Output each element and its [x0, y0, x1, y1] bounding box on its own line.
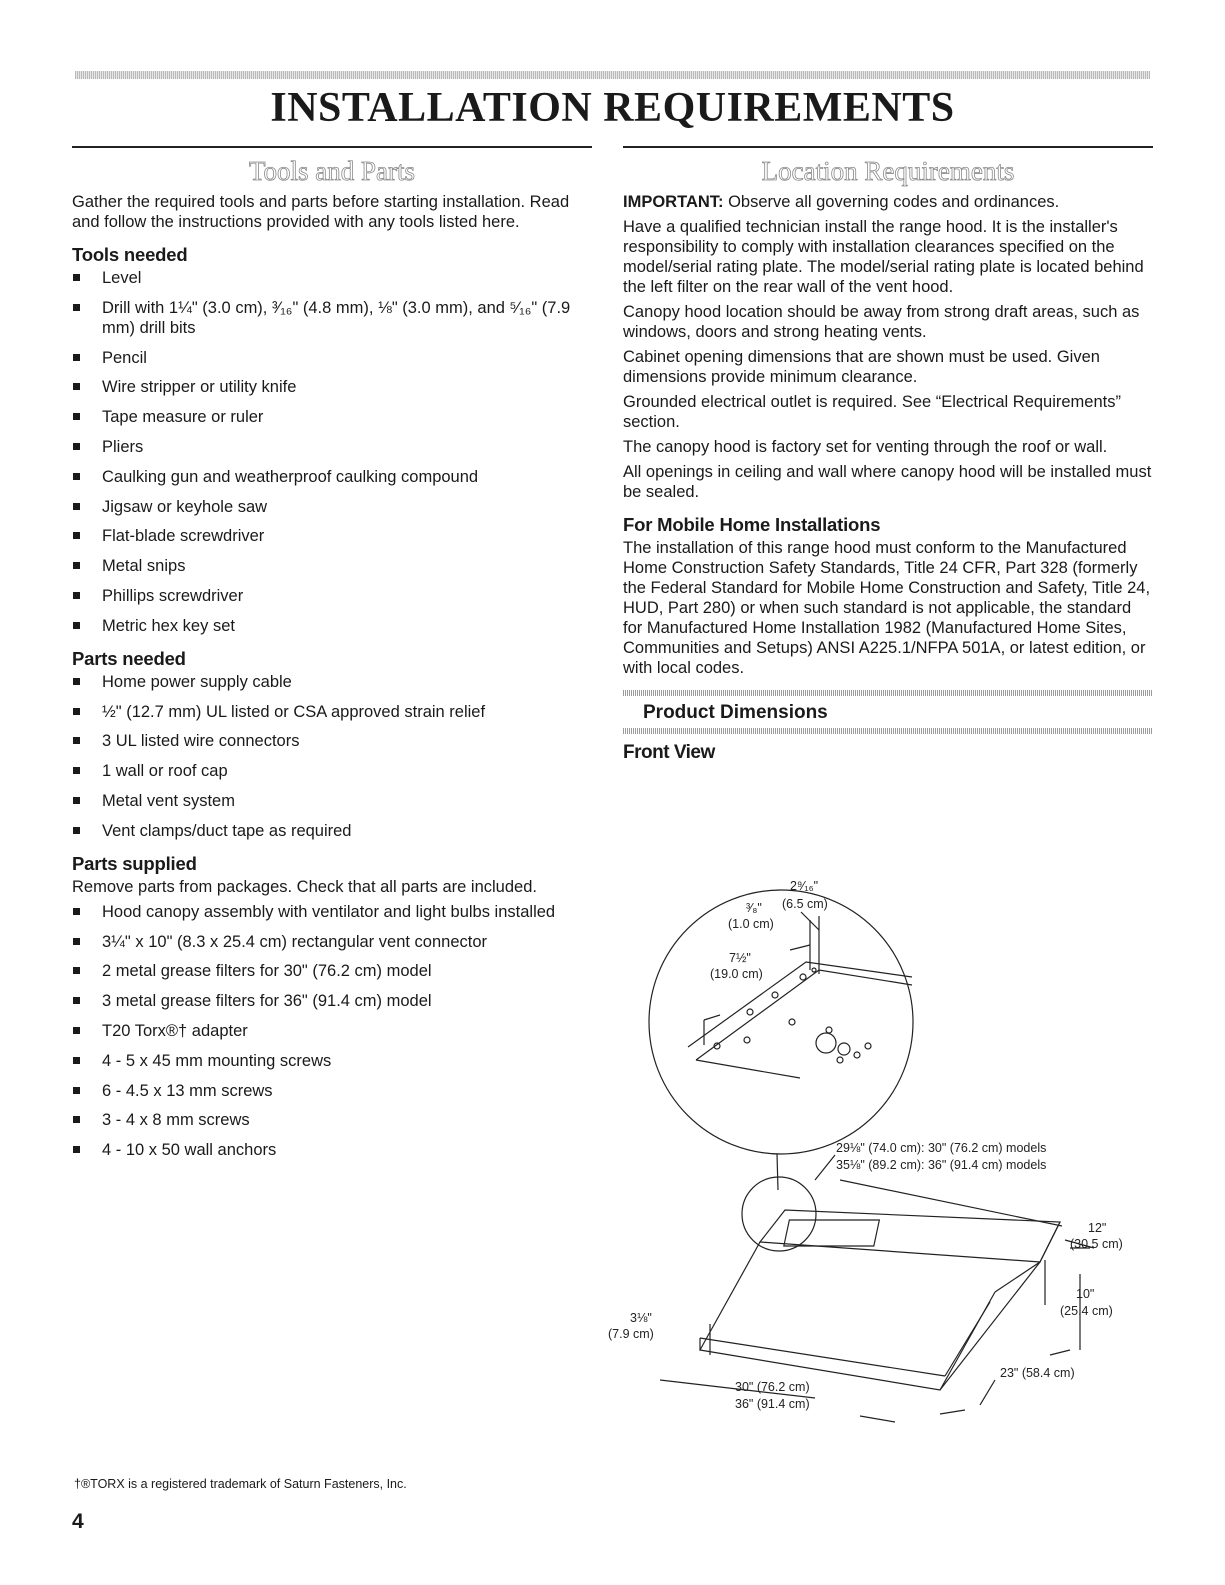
- part-supplied-item: [72, 961, 592, 981]
- tools-and-parts-column: [72, 146, 592, 1170]
- bullet-square-icon: [73, 622, 80, 629]
- tool-text: Wire stripper or utility knife: [102, 378, 297, 397]
- dim-6-5-cm: (6.5 cm): [782, 897, 828, 911]
- part-needed-item: [72, 821, 592, 841]
- detail-circle: [649, 890, 913, 1154]
- tool-text: Jigsaw or keyhole saw: [102, 497, 268, 516]
- part-supplied-item: [72, 932, 592, 952]
- bullet-square-icon: [73, 967, 80, 974]
- part-supplied-item: [72, 1140, 592, 1160]
- part-supplied-text: T20 Torx®† adapter: [102, 1021, 248, 1040]
- bullet-square-icon: [73, 1146, 80, 1153]
- tool-item: [72, 437, 592, 457]
- bullet-square-icon: [73, 1116, 80, 1123]
- tool-text: Metric hex key set: [102, 616, 235, 635]
- location-paragraph: Have a qualified technician install the range hood. It is the installer's responsibility to comply with installation clearances specified on the model/serial rating plate. The model/serial rating plate is located behind the left filter on the rear wall of the vent hood.: [623, 218, 1144, 296]
- bullet-square-icon: [73, 797, 80, 804]
- tool-text: Caulking gun and weatherproof caulking compound: [102, 467, 479, 486]
- range-hood-drawing: [600, 850, 1160, 1440]
- bullet-square-icon: [73, 473, 80, 480]
- bullet-square-icon: [73, 413, 80, 420]
- dim-19-0-cm: (19.0 cm): [710, 967, 763, 981]
- tool-text: Drill with 1¼" (3.0 cm), ³⁄₁₆" (4.8 mm), ⅛" (3.0 mm), and ⁵⁄₁₆" (7.9 mm) drill bits: [102, 298, 571, 337]
- part-supplied-item: [72, 1081, 592, 1101]
- part-supplied-text: 3 - 4 x 8 mm screws: [102, 1111, 250, 1130]
- part-needed-text: Home power supply cable: [102, 672, 292, 691]
- location-requirements-column: [623, 146, 1153, 764]
- tool-text: Pencil: [102, 348, 147, 367]
- dim-10-inch: 10": [1076, 1287, 1095, 1301]
- bullet-square-icon: [73, 678, 80, 685]
- tool-item: [72, 268, 592, 288]
- mobile-home-heading: For Mobile Home Installations: [623, 514, 881, 535]
- bullet-square-icon: [73, 908, 80, 915]
- location-paragraphs: [623, 217, 1153, 502]
- part-supplied-text: 4 - 5 x 45 mm mounting screws: [102, 1051, 332, 1070]
- dim-depth-23: 23" (58.4 cm): [1000, 1366, 1075, 1380]
- part-needed-text: 1 wall or roof cap: [102, 762, 228, 781]
- dim-30-5-cm: (30.5 cm): [1070, 1237, 1123, 1251]
- important-label: IMPORTANT:: [623, 193, 724, 211]
- part-needed-item: [72, 731, 592, 751]
- location-requirements-heading: Location Requirements: [623, 146, 1153, 192]
- tool-item: [72, 586, 592, 606]
- parts-supplied-intro: Remove parts from packages. Check that all parts are included.: [72, 877, 537, 896]
- location-paragraph: Cabinet opening dimensions that are shown must be used. Given dimensions provide minimum clearance.: [623, 348, 1100, 386]
- tool-text: Metal snips: [102, 557, 186, 576]
- dim-width-36-inch: 36" (91.4 cm): [735, 1397, 810, 1411]
- tool-text: Phillips screwdriver: [102, 586, 244, 605]
- bullet-square-icon: [73, 443, 80, 450]
- part-supplied-item: [72, 991, 592, 1011]
- bullet-square-icon: [73, 737, 80, 744]
- dim-25-4-cm: (25.4 cm): [1060, 1304, 1113, 1318]
- tool-text: Level: [102, 269, 142, 287]
- tool-item: [72, 298, 592, 338]
- dim-width-36-models: 35⅛" (89.2 cm): 36" (91.4 cm) models: [836, 1158, 1047, 1172]
- detail-leader: [777, 1154, 778, 1190]
- parts-supplied-heading: Parts supplied: [72, 852, 197, 874]
- bullet-square-icon: [73, 708, 80, 715]
- part-needed-text: 3 UL listed wire connectors: [102, 732, 300, 751]
- bullet-square-icon: [73, 1027, 80, 1034]
- part-needed-text: Metal vent system: [102, 791, 235, 810]
- dim-12-inch: 12": [1088, 1221, 1107, 1235]
- bullet-square-icon: [73, 938, 80, 945]
- part-supplied-item: [72, 902, 592, 922]
- front-view-heading: Front View: [623, 742, 715, 763]
- tool-item: [72, 556, 592, 576]
- parts-needed-heading: Parts needed: [72, 647, 186, 669]
- part-needed-text: ½" (12.7 mm) UL listed or CSA approved strain relief: [102, 702, 486, 721]
- location-paragraph: Grounded electrical outlet is required. See “Electrical Requirements” section.: [623, 393, 1121, 431]
- dim-width-30-models: 29⅛" (74.0 cm): 30" (76.2 cm) models: [836, 1141, 1047, 1155]
- tool-item: [72, 467, 592, 487]
- bullet-square-icon: [73, 1087, 80, 1094]
- page-title: INSTALLATION REQUIREMENTS: [270, 85, 955, 131]
- part-supplied-item: [72, 1051, 592, 1071]
- part-supplied-item: [72, 1110, 592, 1130]
- tool-text: Tape measure or ruler: [102, 408, 264, 427]
- product-dimensions-heading: Product Dimensions: [643, 702, 828, 723]
- bullet-square-icon: [73, 304, 80, 311]
- dim-7-1-2: 7½": [729, 951, 751, 965]
- tool-text: Flat-blade screwdriver: [102, 527, 265, 546]
- part-supplied-text: 6 - 4.5 x 13 mm screws: [102, 1081, 273, 1100]
- tool-item: [72, 616, 592, 636]
- dim-3-1-8: 3⅛": [630, 1311, 652, 1325]
- part-supplied-text: 3 metal grease filters for 36" (91.4 cm) model: [102, 992, 432, 1011]
- dim-1-0-cm: (1.0 cm): [728, 917, 774, 931]
- tools-needed-heading: Tools needed: [72, 244, 188, 265]
- important-note: [623, 192, 1153, 212]
- tool-item: [72, 377, 592, 397]
- bullet-square-icon: [73, 1057, 80, 1064]
- parts-needed-list: [72, 672, 592, 841]
- important-text: Observe all governing codes and ordinances.: [723, 193, 1060, 211]
- tool-item: [72, 407, 592, 427]
- location-paragraph: Canopy hood location should be away from strong draft areas, such as windows, doors and strong heating vents.: [623, 303, 1140, 341]
- part-needed-item: [72, 791, 592, 811]
- bullet-square-icon: [73, 997, 80, 1004]
- bullet-square-icon: [73, 354, 80, 361]
- dim-width-30-inch: 30" (76.2 cm): [735, 1380, 810, 1394]
- bullet-square-icon: [73, 383, 80, 390]
- range-hood-front-view-diagram: [600, 850, 1160, 1440]
- torx-footnote: †®TORX is a registered trademark of Saturn Fasteners, Inc.: [74, 1477, 407, 1491]
- part-supplied-text: 2 metal grease filters for 30" (76.2 cm) model: [102, 962, 432, 981]
- part-supplied-text: 4 - 10 x 50 wall anchors: [102, 1141, 277, 1160]
- parts-supplied-list: [72, 902, 592, 1160]
- bullet-square-icon: [73, 532, 80, 539]
- part-needed-item: [72, 702, 592, 722]
- bullet-square-icon: [73, 503, 80, 510]
- tools-and-parts-heading: Tools and Parts: [72, 146, 592, 192]
- product-dimensions-band: [623, 690, 1153, 734]
- bullet-square-icon: [73, 562, 80, 569]
- part-supplied-item: [72, 1021, 592, 1041]
- dim-3-8: ³⁄₈": [746, 901, 762, 915]
- tool-text: Pliers: [102, 437, 144, 456]
- location-paragraph: All openings in ceiling and wall where canopy hood will be installed must be sealed.: [623, 463, 1152, 501]
- part-supplied-text: 3¼" x 10" (8.3 x 25.4 cm) rectangular vent connector: [102, 932, 487, 951]
- top-decorative-rule: [75, 71, 1150, 79]
- bullet-square-icon: [73, 592, 80, 599]
- part-needed-text: Vent clamps/duct tape as required: [102, 821, 352, 840]
- dim-7-9-cm: (7.9 cm): [608, 1327, 654, 1341]
- mobile-home-text: The installation of this range hood must conform to the Manufactured Home Construction Safety Standards, Title 24 CFR, Part 328 (formerly the Federal Standard for Mobile Home Construction and Safety, Title 24, HUD, Part 280) or when such standard is not applicable, the standard for Manufactured Home Installation 1982 (Manufactured Home Sites, Communities and Setups) ANSI A225.1/NFPA 501A, or latest edition, or with local codes.: [623, 539, 1151, 677]
- tool-item: [72, 348, 592, 368]
- tool-item: [72, 526, 592, 546]
- page-number: 4: [72, 1510, 84, 1533]
- bullet-square-icon: [73, 767, 80, 774]
- bullet-square-icon: [73, 274, 80, 281]
- tools-intro: Gather the required tools and parts before starting installation. Read and follow the instructions provided with any tools listed here.: [72, 193, 570, 231]
- tools-list: [72, 268, 592, 636]
- tool-item: [72, 497, 592, 517]
- part-needed-item: [72, 761, 592, 781]
- part-needed-item: [72, 672, 592, 692]
- location-paragraph: The canopy hood is factory set for venting through the roof or wall.: [623, 438, 1108, 456]
- bullet-square-icon: [73, 827, 80, 834]
- part-supplied-text: Hood canopy assembly with ventilator and light bulbs installed: [102, 902, 556, 921]
- dim-2-9-16: 2⁹⁄₁₆": [790, 879, 819, 893]
